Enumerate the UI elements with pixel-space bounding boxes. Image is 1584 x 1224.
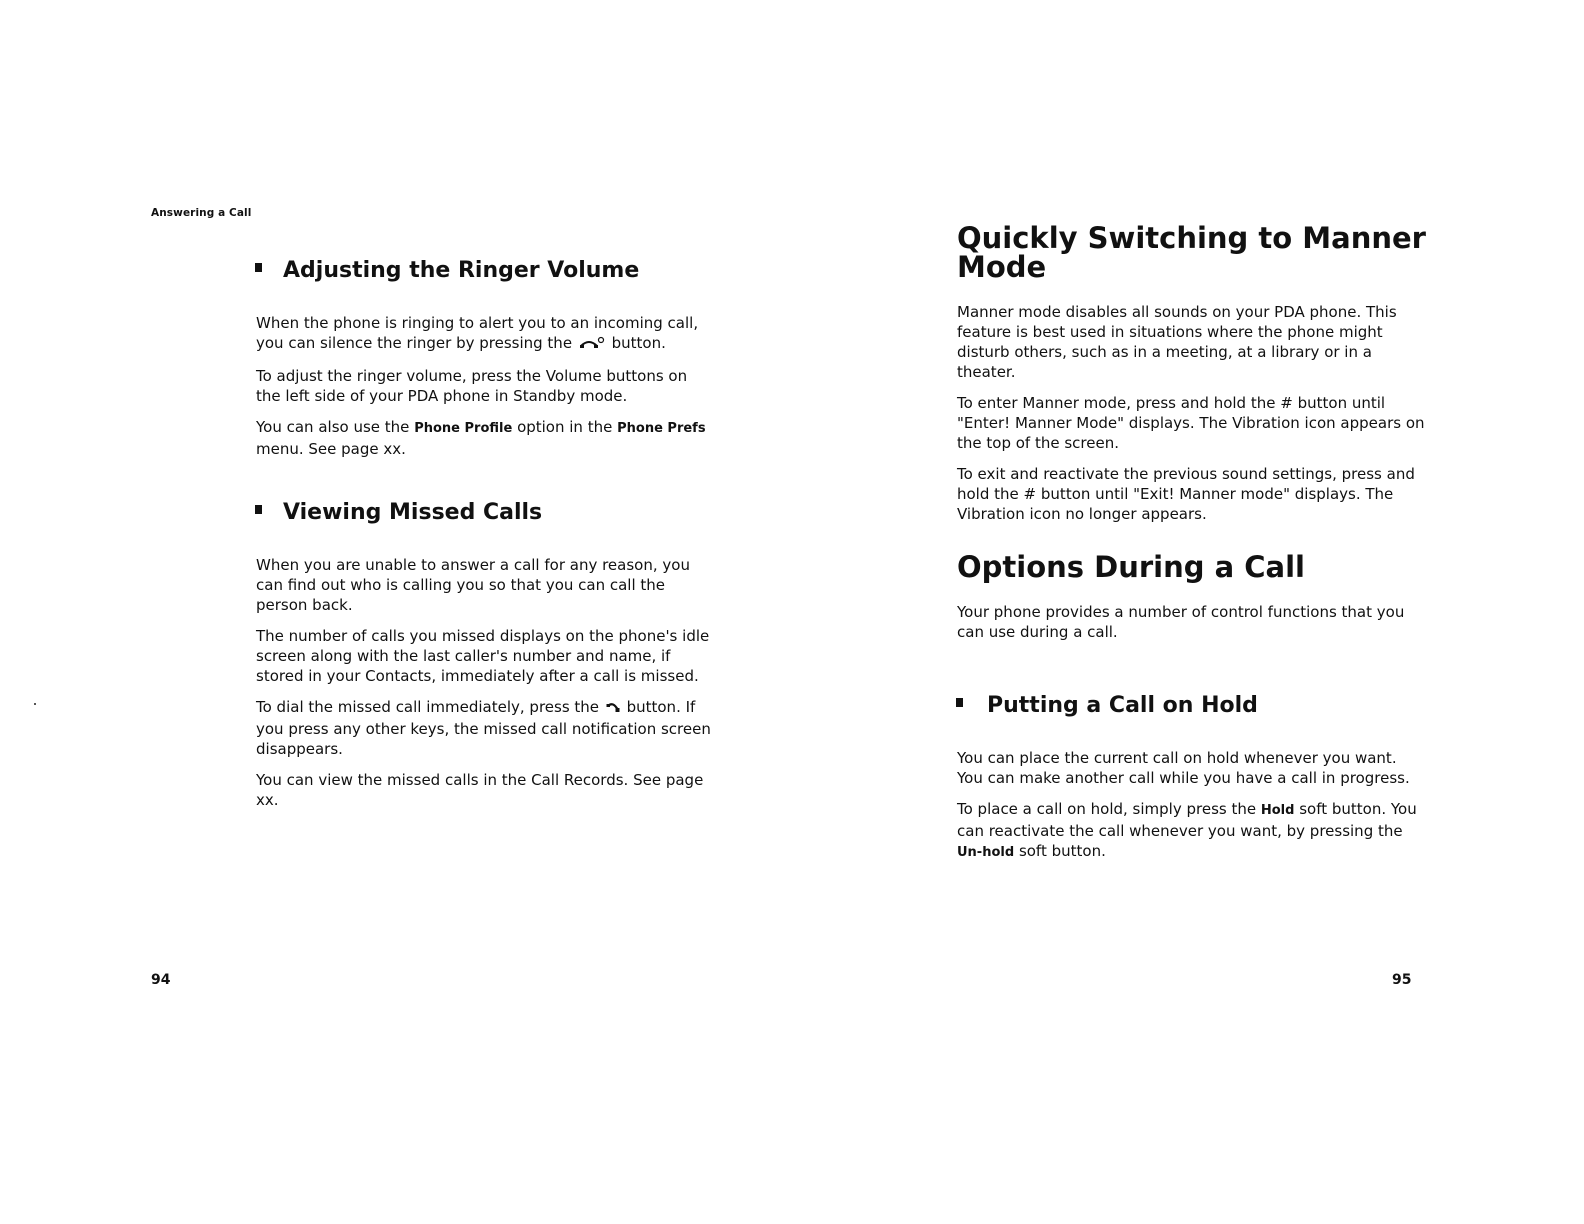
send-call-icon: [606, 699, 620, 719]
soft-button-name: Hold: [1260, 803, 1295, 818]
hash-key-symbol: #: [1023, 485, 1037, 503]
paragraph: To adjust the ringer volume, press the Volume buttons on the left side of your PDA phone in Standby mode.: [256, 367, 688, 405]
paragraph: You can place the current call on hold whenever you want. You can make another call while you have a call in progress.: [957, 749, 1410, 787]
paragraph: You can view the missed calls in the Call Records. See page xx.: [256, 771, 704, 809]
bullet-icon: [255, 505, 262, 514]
paragraph: To exit and reactivate the previous sound settings, press and hold the # button until "Exit! Manner mode" displays. The Vibration icon no longer appears.: [957, 465, 1415, 523]
left-column: [256, 258, 716, 821]
paragraph: To place a call on hold, simply press the Hold soft button. You can reactivate the call whenever you want, by pressing the Un-hold soft button.: [957, 800, 1417, 860]
paragraph: When the phone is ringing to alert you to an incoming call, you can silence the ringer by pressing the button.: [256, 313, 716, 355]
page-number: 95: [1392, 972, 1412, 988]
section-heading-manner-mode: Quickly Switching to Manner Mode: [957, 221, 1426, 284]
scan-speck: [34, 703, 36, 705]
bullet-icon: [255, 263, 262, 272]
paragraph: To dial the missed call immediately, press the button. If you press any other keys, the missed call notification screen disappears.: [256, 698, 711, 758]
paragraph: Manner mode disables all sounds on your PDA phone. This feature is best used in situations where the phone might disturb others, such as in a meeting, at a library or in a theater.: [957, 303, 1397, 381]
section-heading-call-on-hold: Putting a Call on Hold: [957, 693, 1427, 718]
paragraph: The number of calls you missed displays on the phone's idle screen along with the last caller's number and name, if stored in your Contacts, immediately after a call is missed.: [256, 627, 710, 685]
right-column: [957, 221, 1427, 874]
running-head: Answering a Call: [151, 207, 252, 219]
bullet-icon: [956, 698, 963, 707]
right-page: [792, 0, 1584, 1224]
paragraph: When you are unable to answer a call for any reason, you can find out who is calling you so that you can call the person back.: [256, 556, 690, 614]
section-heading-ringer-volume: Adjusting the Ringer Volume: [256, 258, 716, 283]
soft-button-name: Un-hold: [957, 845, 1015, 860]
page-number: 94: [151, 972, 171, 988]
section-heading-options-during-call: Options During a Call: [957, 550, 1305, 584]
end-call-icon: [579, 335, 605, 355]
paragraph: To enter Manner mode, press and hold the # button until "Enter! Manner Mode" displays. The Vibration icon appears on the top of the screen.: [957, 394, 1425, 452]
section-heading-missed-calls: Viewing Missed Calls: [256, 500, 716, 525]
hash-key-symbol: #: [1280, 394, 1293, 412]
menu-option: Phone Profile: [414, 421, 513, 436]
paragraph: Your phone provides a number of control functions that you can use during a call.: [957, 603, 1405, 641]
menu-name: Phone Prefs: [617, 421, 706, 436]
paragraph: You can also use the Phone Profile option in the Phone Prefs menu. See page xx.: [256, 418, 706, 458]
